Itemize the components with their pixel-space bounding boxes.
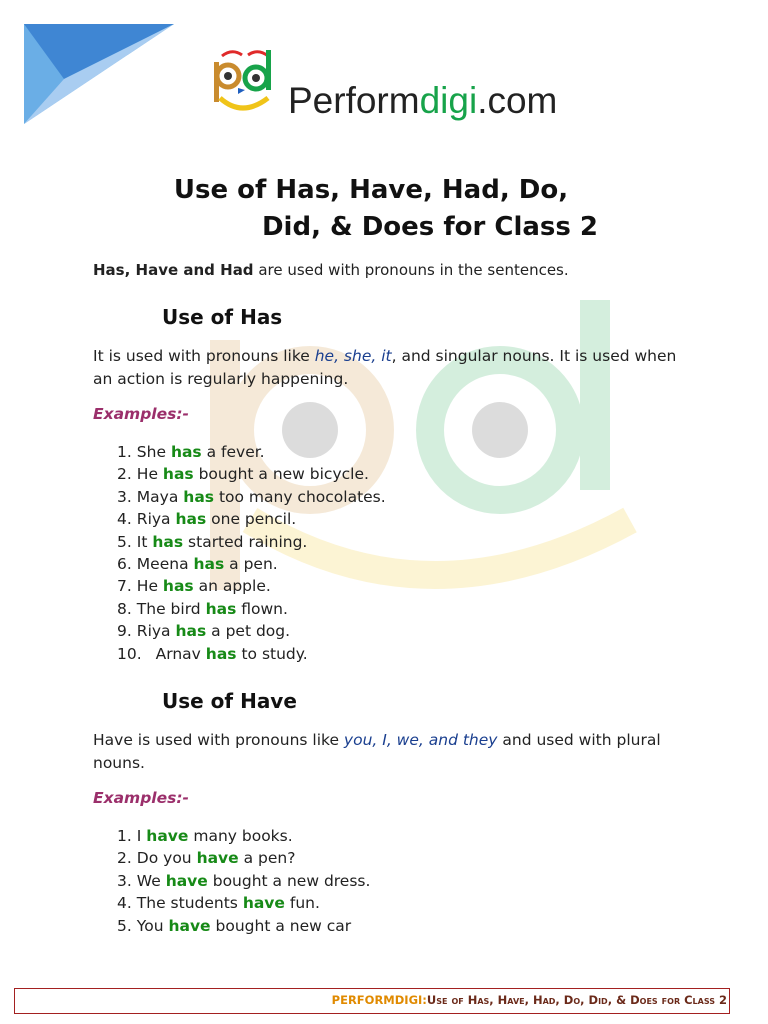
list-item-rest: an apple. [193,577,271,596]
has-para-before: It is used with pronouns like [93,347,315,365]
list-item-verb: have [196,849,239,868]
corner-decoration [24,24,174,124]
list-item-number: 1. [117,827,132,845]
has-examples-label: Examples:- [93,405,189,423]
list-item-subject: He [136,577,163,596]
list-item-subject: She [136,443,171,461]
list-item-subject: Arnav [155,644,206,663]
list-item [117,575,386,597]
intro-paragraph [93,261,569,279]
list-item-subject: Do you [136,849,197,868]
list-item-rest: flown. [236,599,288,618]
list-item-subject: He [136,465,163,484]
list-item-number: 3. [117,487,132,506]
list-item-rest: a pet dog. [206,622,291,641]
intro-rest: are used with pronouns in the sentences. [253,261,569,279]
list-item-number: 5. [117,532,132,551]
footer-title: Use of Has, Have, Had, Do, Did, & Does for Class 2 [426,993,727,1007]
list-item-subject: The students [136,894,243,913]
list-item-subject: Riya [136,510,176,529]
list-item-number: 4. [117,894,132,913]
brand-name-part3: .com [477,80,558,121]
footer-text [332,993,727,1007]
list-item-verb: has [175,622,207,641]
list-item-number: 10. [117,644,142,663]
list-item-verb: has [162,465,194,484]
has-heading: Use of Has [162,305,283,329]
has-examples-list [117,441,386,665]
list-item [117,441,386,463]
list-item-verb: has [152,532,184,551]
list-item [117,915,370,937]
list-item-number: 6. [117,555,132,574]
list-item [117,847,370,869]
pd-face-logo-icon [208,46,284,118]
list-item-rest: many books. [188,827,293,845]
have-examples-label: Examples:- [93,789,189,807]
list-item [117,553,386,575]
list-item [117,463,386,485]
list-item [117,892,370,914]
have-heading: Use of Have [162,689,297,713]
has-paragraph [93,345,683,391]
brand-name-part2: digi [419,80,478,121]
list-item [117,486,386,508]
list-item-number: 8. [117,599,132,618]
list-item-verb: has [175,510,207,529]
list-item-rest: bought a new car [210,916,352,935]
intro-bold: Has, Have and Had [93,261,254,279]
list-item-subject: You [136,916,169,935]
list-item-number: 5. [117,916,132,935]
list-item-rest: bought a new dress. [207,871,371,890]
list-item-number: 9. [117,622,132,641]
list-item-verb: has [205,599,237,618]
list-item-verb: have [168,916,211,935]
list-item-number: 2. [117,849,132,868]
list-item [117,620,386,642]
list-item-subject: Maya [136,487,184,506]
title-line-2: Did, & Does for Class 2 [261,212,599,242]
page-footer [14,988,730,1014]
list-item-subject: The bird [136,599,206,618]
list-item-subject: We [136,871,166,890]
have-examples-list [117,825,370,937]
list-item-verb: has [205,644,237,663]
have-para-after: and used with plural nouns. [93,731,661,772]
list-item-verb: have [242,894,285,913]
list-item-subject: Meena [136,555,194,574]
list-item-rest: bought a new bicycle. [193,465,369,484]
title-line-1: Use of Has, Have, Had, Do, [173,175,569,205]
list-item-verb: has [183,487,215,506]
list-item [117,870,370,892]
list-item-rest: one pencil. [206,510,297,529]
list-item-verb: has [193,555,225,574]
list-item-verb: has [162,577,194,596]
page-title [0,172,768,246]
list-item-number: 2. [117,465,132,484]
list-item-rest: too many chocolates. [214,487,386,506]
list-item [117,508,386,530]
list-item [117,825,370,847]
have-paragraph [93,729,683,775]
have-para-pronouns: you, I, we, and they [343,731,498,749]
list-item [117,643,386,665]
has-para-pronouns: he, she, it [314,347,392,365]
list-item-rest: a pen? [238,849,296,868]
has-para-after: , and singular nouns. It is used when an action is regularly happening. [93,347,677,388]
list-item-verb: have [146,827,189,845]
list-item [117,598,386,620]
brand-logo [208,46,608,126]
list-item-number: 3. [117,871,132,890]
list-item-rest: a pen. [224,555,278,574]
list-item-rest: fun. [284,894,320,913]
footer-brand: PERFORMDIGI: [331,993,427,1007]
brand-name-part1: Perform [288,80,420,121]
list-item-number: 7. [117,577,132,596]
list-item-rest: a fever. [201,443,265,461]
list-item-verb: has [170,443,202,461]
list-item [117,531,386,553]
list-item-subject: I [136,827,147,845]
list-item-number: 4. [117,510,132,529]
have-para-before: Have is used with pronouns like [93,731,344,749]
list-item-subject: It [136,532,153,551]
list-item-number: 1. [117,443,132,461]
list-item-rest: to study. [236,644,308,663]
brand-wordmark [288,80,557,122]
list-item-rest: started raining. [183,532,308,551]
list-item-subject: Riya [136,622,176,641]
list-item-verb: have [165,871,208,890]
